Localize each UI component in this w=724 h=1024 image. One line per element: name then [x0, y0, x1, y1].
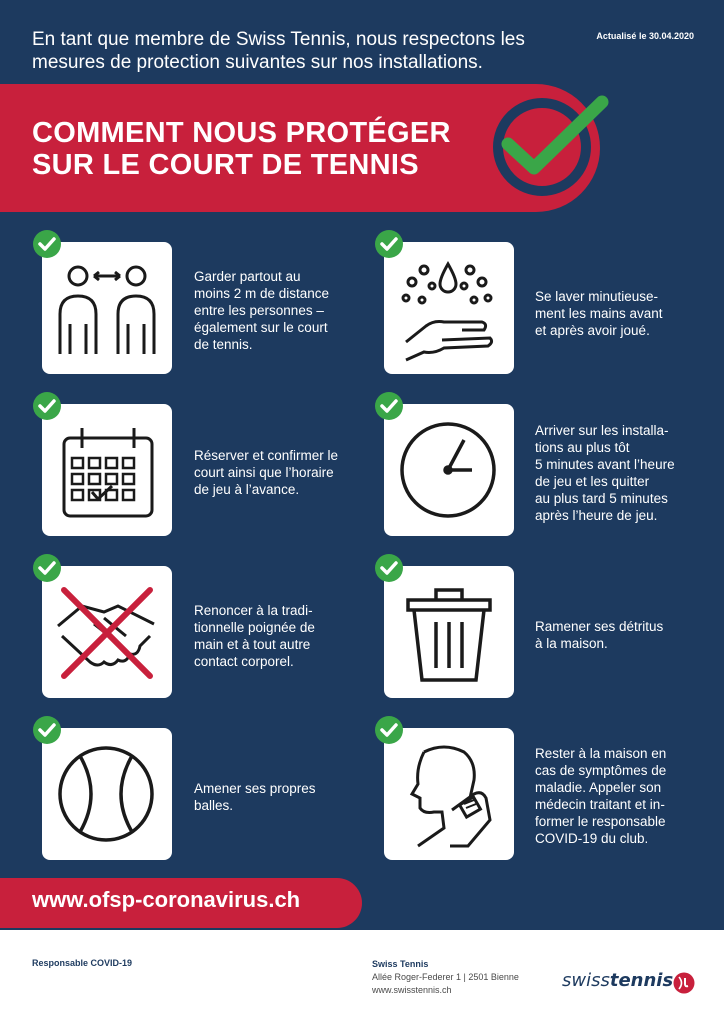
- measure-icon-card: [384, 566, 514, 698]
- wash-hands-icon: [384, 242, 514, 374]
- check-badge-icon: [374, 553, 404, 583]
- footer-org: Swiss Tennis: [372, 959, 429, 969]
- check-badge-icon: [374, 715, 404, 745]
- measure-text: Rester à la maison en cas de symptômes de maladie. Appeler son médecin traitant et in- former le responsable COVID-19 du club.: [535, 746, 667, 846]
- measure-text: Arriver sur les installa- tions au plus tôt 5 minutes avant l’heure de jeu et les quitter au plus tard 5 minutes après l’heure de jeu.: [535, 423, 675, 523]
- updated-date: Actualisé le 30.04.2020: [596, 31, 694, 41]
- footer-street: Allée Roger-Federer 1 | 2501 Bienne: [372, 972, 519, 982]
- measure-icon-card: [42, 566, 172, 698]
- measure-icon-card: [384, 242, 514, 374]
- measure-icon-card: [42, 242, 172, 374]
- no-handshake-icon: [42, 566, 172, 698]
- check-badge-icon: [32, 229, 62, 259]
- big-check-icon: [490, 92, 614, 202]
- measure-text: Amener ses propres balles.: [194, 781, 316, 813]
- banner-title: COMMENT NOUS PROTÉGER SUR LE COURT DE TENNIS: [32, 117, 451, 181]
- measure-text: Ramener ses détritus à la maison.: [535, 619, 664, 651]
- measure-text: Réserver et confirmer le court ainsi que l’horaire de jeu à l’avance.: [194, 448, 339, 497]
- measure-text: Renoncer à la tradi- tionnelle poignée de main et à tout autre contact corporel.: [194, 603, 315, 669]
- stay-home-sick-icon: [384, 728, 514, 860]
- check-badge-icon: [32, 391, 62, 421]
- footer-address: [372, 958, 519, 997]
- check-badge-icon: [32, 715, 62, 745]
- covid-responsible-label: Responsable COVID-19: [32, 958, 133, 968]
- tennis-ball-icon: [42, 728, 172, 860]
- measure-text: Garder partout au moins 2 m de distance entre les personnes – également sur le court de tennis.: [194, 269, 330, 352]
- intro-text: En tant que membre de Swiss Tennis, nous respectons les mesures de protection suivantes sur nos installations.: [32, 29, 525, 73]
- distance-people-icon: [42, 242, 172, 374]
- measure-icon-card: [42, 728, 172, 860]
- ofsp-link[interactable]: www.ofsp-coronavirus.ch: [32, 887, 301, 912]
- clock-icon: [384, 404, 514, 536]
- check-badge-icon: [374, 229, 404, 259]
- measure-icon-card: [42, 404, 172, 536]
- measure-icon-card: [384, 404, 514, 536]
- measure-text: Se laver minutieuse- ment les mains avant et après avoir joué.: [535, 289, 663, 338]
- calendar-icon: [42, 404, 172, 536]
- measure-icon-card: [384, 728, 514, 860]
- logo-ball-icon: [673, 972, 695, 994]
- trash-bin-icon: [384, 566, 514, 698]
- check-badge-icon: [32, 553, 62, 583]
- check-badge-icon: [374, 391, 404, 421]
- footer-website[interactable]: www.swisstennis.ch: [372, 985, 452, 995]
- swisstennis-logo: swisstennis: [562, 970, 702, 1000]
